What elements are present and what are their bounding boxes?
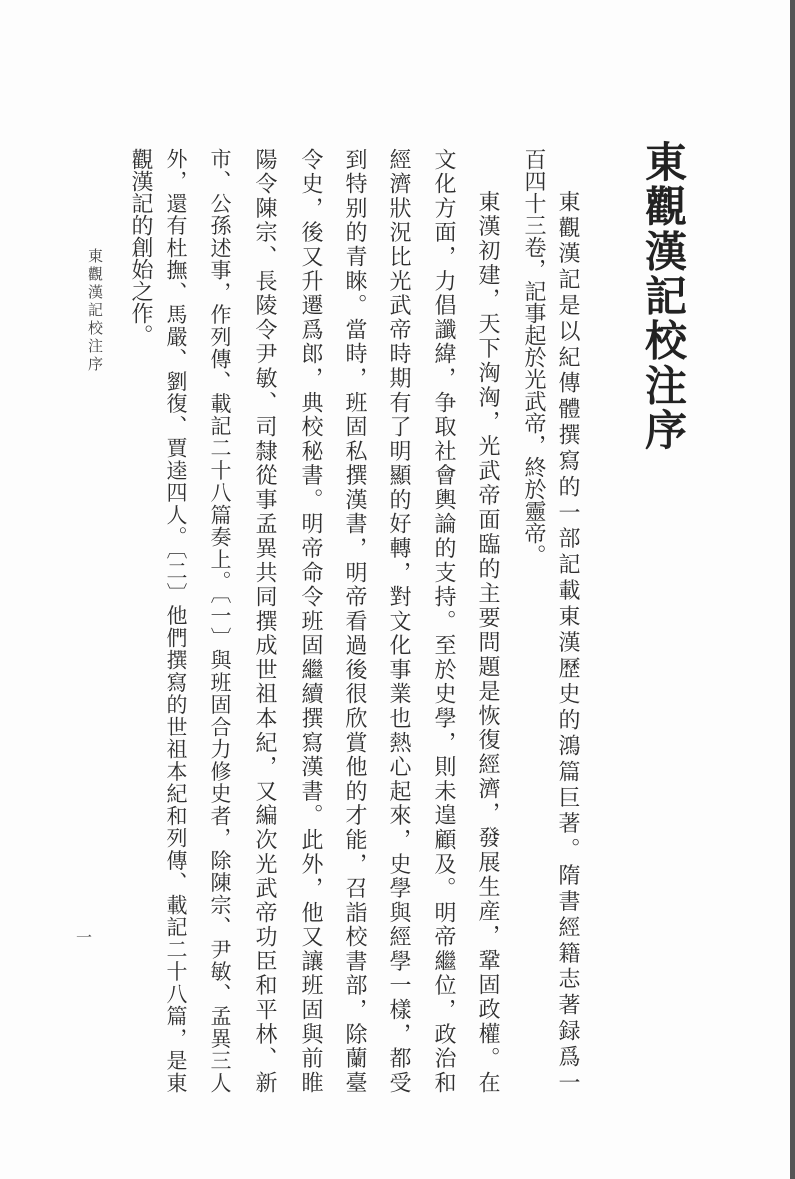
text-column-5: 經濟狀況比光武帝時期有了明顯的好轉，對文化事業也熱心起來，史學與經學一樣，都受 bbox=[386, 148, 411, 1093]
page-number: 一 bbox=[76, 928, 93, 947]
text-column-8: 陽令陳宗、長陵令尹敏、司隸從事孟異共同撰成世祖本紀，又編次光武帝功臣和平林、新 bbox=[252, 148, 277, 1093]
text-column-2: 百四十三卷，記事起於光武帝，終於靈帝。 bbox=[521, 148, 546, 566]
page-title: 東觀漢記校注序 bbox=[639, 140, 688, 450]
text-column-4: 文化方面，力倡讖緯，争取社會輿論的支持。至於史學，則未遑顧及。明帝繼位，政治和 bbox=[431, 148, 456, 1093]
text-column-6: 到特别的青睞。當時，班固私撰漢書，明帝看過後很欣賞他的才能，召詣校書部，除蘭臺 bbox=[342, 148, 367, 1093]
text-column-9: 市、公孫述事，作列傳、載記二十八篇奏上。〔一〕與班固合力修史者，除陳宗、尹敏、孟異三人 bbox=[208, 148, 232, 1093]
text-column-7: 令史，後又升遷爲郎，典校秘書。明帝命令班固繼續撰寫漢書。此外，他又讓班固與前睢 bbox=[298, 148, 323, 1093]
text-column-1: 東觀漢記是以紀傳體撰寫的一部記載東漢歷史的鴻篇巨著。隋書經籍志著録爲一 bbox=[555, 190, 580, 1093]
page-edge bbox=[790, 0, 795, 1179]
text-column-11: 觀漢記的創始之作。 bbox=[128, 148, 153, 346]
text-column-10: 外，還有杜撫、馬嚴、劉復、賈逵四人。〔二〕他們撰寫的世祖本紀和列傳、載記二十八篇，是東 bbox=[164, 148, 188, 1093]
running-header: 東觀漢記校注序 bbox=[86, 248, 104, 374]
text-column-3: 東漢初建，天下洶洶，光武帝面臨的主要問題是恢復經濟，發展生産，鞏固政權。在 bbox=[475, 190, 500, 1093]
